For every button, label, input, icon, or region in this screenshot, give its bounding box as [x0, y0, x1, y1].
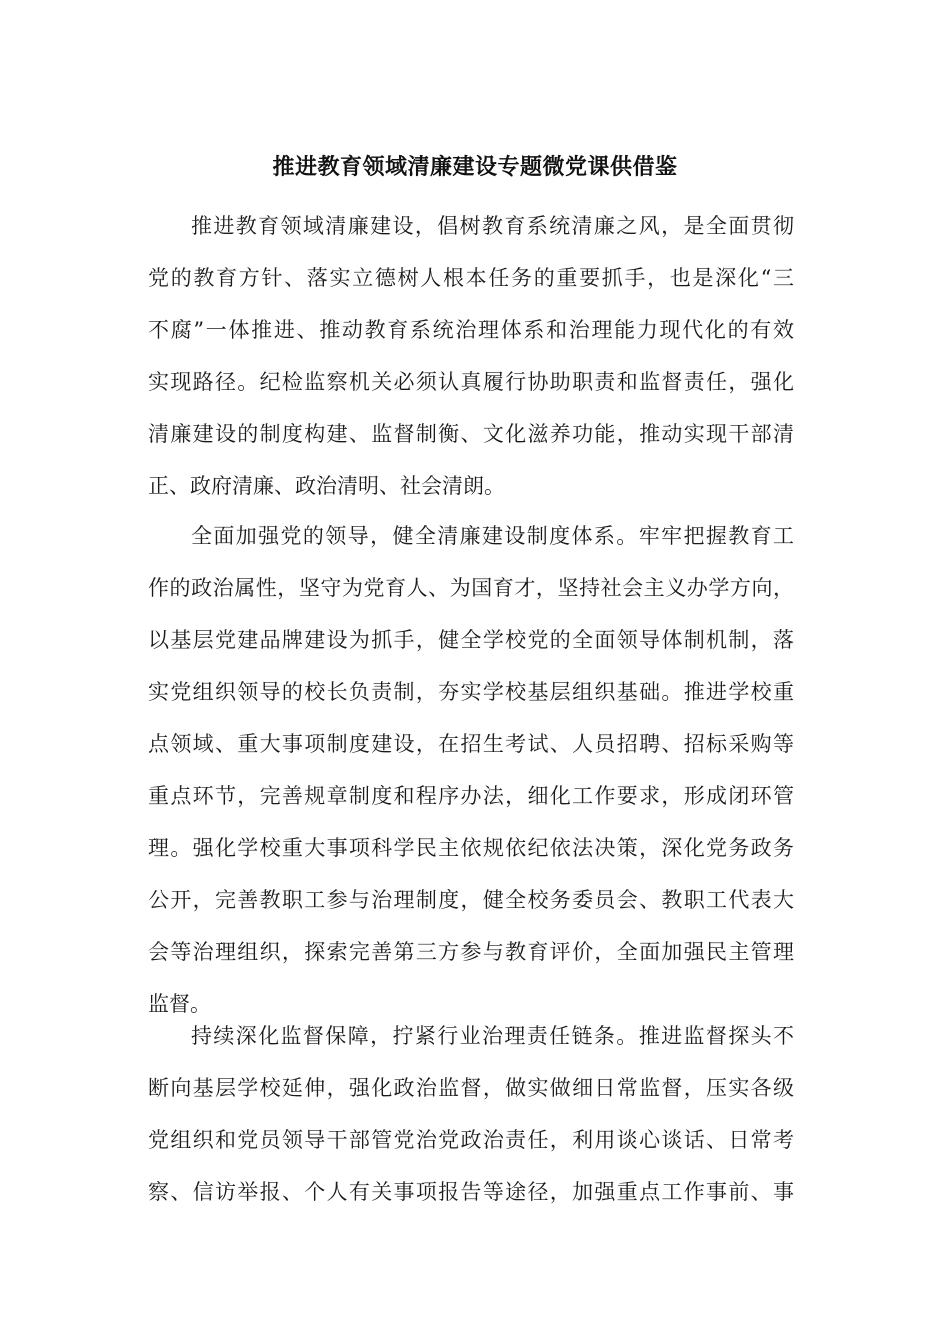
paragraph-line: 断向基层学校延伸，强化政治监督，做实做细日常监督，压实各级 — [148, 1076, 794, 1100]
paragraph-3 — [148, 1010, 794, 1218]
paragraph-2 — [148, 510, 794, 1030]
paragraph-line: 察、信访举报、个人有关事项报告等途径，加强重点工作事前、事 — [148, 1180, 794, 1204]
paragraph-line: 点领域、重大事项制度建设，在招生考试、人员招聘、招标采购等 — [148, 732, 794, 756]
paragraph-line: 监督。 — [148, 992, 211, 1016]
paragraph-line: 重点环节，完善规章制度和程序办法，细化工作要求，形成闭环管 — [148, 784, 794, 808]
paragraph-1 — [148, 200, 794, 512]
document-title: 推进教育领域清廉建设专题微党课供借鉴 — [272, 155, 678, 180]
paragraph-line: 以基层党建品牌建设为抓手，健全学校党的全面领导体制机制，落 — [148, 628, 794, 652]
paragraph-line: 党组织和党员领导干部管党治党政治责任，利用谈心谈话、日常考 — [148, 1128, 794, 1152]
paragraph-line: 全面加强党的领导，健全清廉建设制度体系。牢牢把握教育工 — [191, 524, 794, 548]
paragraph-line: 公开，完善教职工参与治理制度，健全校务委员会、教职工代表大 — [148, 888, 794, 912]
paragraph-line: 清廉建设的制度构建、监督制衡、文化滋养功能，推动实现干部清 — [148, 422, 794, 446]
paragraph-line: 实党组织领导的校长负责制，夯实学校基层组织基础。推进学校重 — [148, 680, 794, 704]
paragraph-line: 实现路径。纪检监察机关必须认真履行协助职责和监督责任，强化 — [148, 370, 794, 394]
paragraph-line: 正、政府清廉、政治清明、社会清朗。 — [148, 474, 505, 498]
paragraph-line: 党的教育方针、落实立德树人根本任务的重要抓手，也是深化“三 — [148, 266, 794, 290]
paragraph-line: 会等治理组织，探索完善第三方参与教育评价，全面加强民主管理 — [148, 940, 794, 964]
paragraph-line: 理。强化学校重大事项科学民主依规依纪依法决策，深化党务政务 — [148, 836, 794, 860]
paragraph-line: 作的政治属性，坚守为党育人、为国育才，坚持社会主义办学方向， — [148, 576, 794, 600]
paragraph-line: 不腐”一体推进、推动教育系统治理体系和治理能力现代化的有效 — [148, 318, 794, 342]
paragraph-line: 推进教育领域清廉建设，倡树教育系统清廉之风，是全面贯彻 — [191, 214, 794, 238]
paragraph-line: 持续深化监督保障，拧紧行业治理责任链条。推进监督探头不 — [191, 1024, 794, 1048]
